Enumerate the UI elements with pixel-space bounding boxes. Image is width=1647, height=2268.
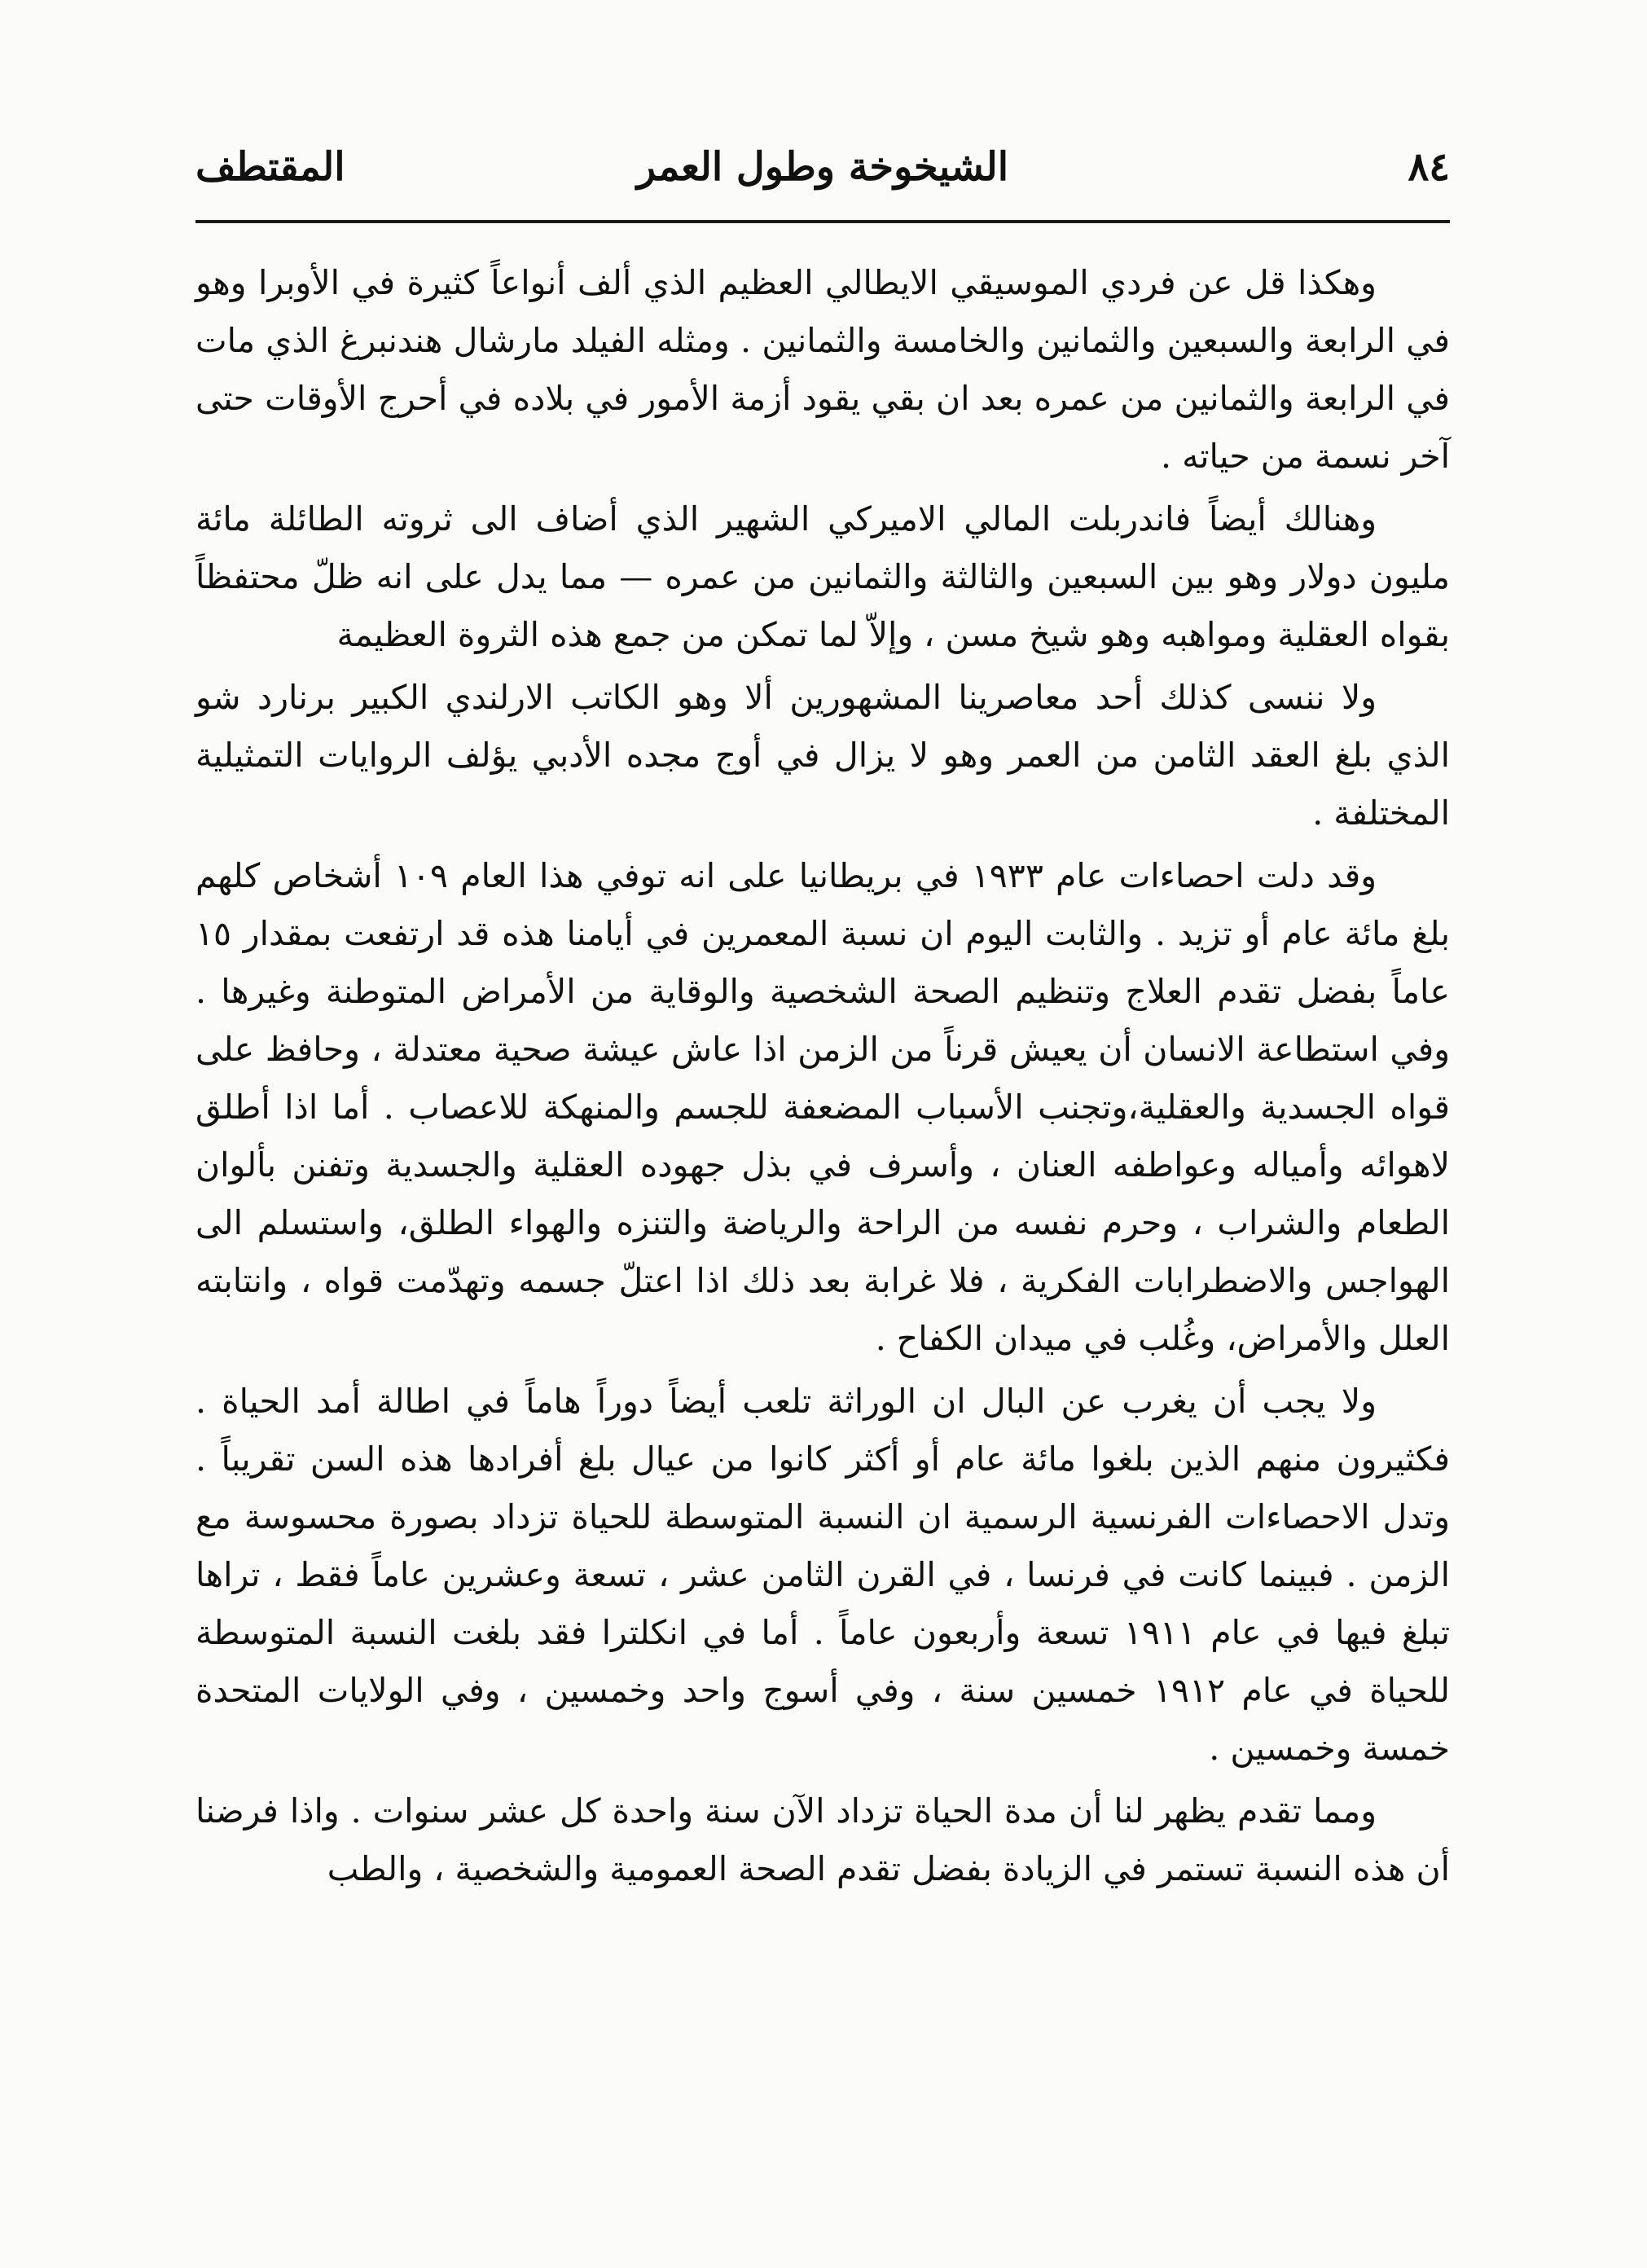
paragraph: ولا ننسى كذلك أحد معاصرينا المشهورين ألا وهو الكاتب الارلندي الكبير برنارد شو الذي بلغ العقد الثامن من العمر وهو لا يزال في أوج مجده الأدبي يؤلف الروايات التمثيلية المختلفة .: [195, 678, 1450, 833]
paragraph: وهنالك أيضاً فاندربلت المالي الاميركي الشهير الذي أضاف الى ثروته الطائلة مائة مليون دولار وهو بين السبعين والثالثة والثمانين من عمره — مما يدل على انه ظلّ محتفظاً بقواه العقلية ومواهبه وهو شيخ مسن ، وإلاّ لما تمكن من جمع هذه الثروة العظيمة: [195, 499, 1450, 654]
running-title: الشيخوخة وطول العمر: [636, 144, 1009, 190]
journal-name: المقتطف: [195, 144, 345, 190]
article-body: [195, 254, 1450, 2193]
page-header: [195, 130, 1450, 204]
paragraph: وقد دلت احصاءات عام ١٩٣٣ في بريطانيا على انه توفي هذا العام ١٠٩ أشخاص كلهم بلغ مائة عام أو تزيد . والثابت اليوم ان نسبة المعمرين في أيامنا هذه قد ارتفعت بمقدار ١٥ عاماً بفضل تقدم العلاج وتنظيم الصحة الشخصية والوقاية من الأمراض المتوطنة وغيرها . وفي استطاعة الانسان أن يعيش قرناً من الزمن اذا عاش عيشة صحية معتدلة ، وحافظ على قواه الجسدية والعقلية،وتجنب الأسباب المضعفة للجسم والمنهكة للاعصاب . أما اذا أطلق لاهوائه وأمياله وعواطفه العنان ، وأسرف في بذل جهوده العقلية والجسدية وتفنن بألوان الطعام والشراب ، وحرم نفسه من الراحة والرياضة والتنزه والهواء الطلق، واستسلم الى الهواجس والاضطرابات الفكرية ، فلا غرابة بعد ذلك اذا اعتلّ جسمه وتهدّمت قواه ، وانتابته العلل والأمراض، وغُلب في ميدان الكفاح .: [195, 856, 1450, 1358]
page-number: ٨٤: [1408, 144, 1450, 190]
header-rule: [195, 220, 1450, 223]
paragraph: وهكذا قل عن فردي الموسيقي الايطالي العظيم الذي ألف أنواعاً كثيرة في الأوبرا وهو في الرابعة والسبعين والثمانين والخامسة والثمانين . ومثله الفيلد مارشال هندنبرغ الذي مات في الرابعة والثمانين من عمره بعد ان بقي يقود أزمة الأمور في بلاده في أحرج الأوقات حتى آخر نسمة من حياته .: [195, 263, 1450, 476]
paragraph: ومما تقدم يظهر لنا أن مدة الحياة تزداد الآن سنة واحدة كل عشر سنوات . واذا فرضنا أن هذه النسبة تستمر في الزيادة بفضل تقدم الصحة العمومية والشخصية ، والطب: [195, 1791, 1450, 1888]
paragraph: ولا يجب أن يغرب عن البال ان الوراثة تلعب أيضاً دوراً هاماً في اطالة أمد الحياة . فكثيرون منهم الذين بلغوا مائة عام أو أكثر كانوا من عيال بلغ أفرادها هذه السن تقريباً . وتدل الاحصاءات الفرنسية الرسمية ان النسبة المتوسطة للحياة تزداد بصورة محسوسة مع الزمن . فبينما كانت في فرنسا ، في القرن الثامن عشر ، تسعة وعشرين عاماً فقط ، تراها تبلغ فيها في عام ١٩١١ تسعة وأربعون عاماً . أما في انكلترا فقد بلغت النسبة المتوسطة للحياة في عام ١٩١٢ خمسين سنة ، وفي أسوج واحد وخمسين ، وفي الولايات المتحدة خمسة وخمسين .: [195, 1382, 1450, 1768]
